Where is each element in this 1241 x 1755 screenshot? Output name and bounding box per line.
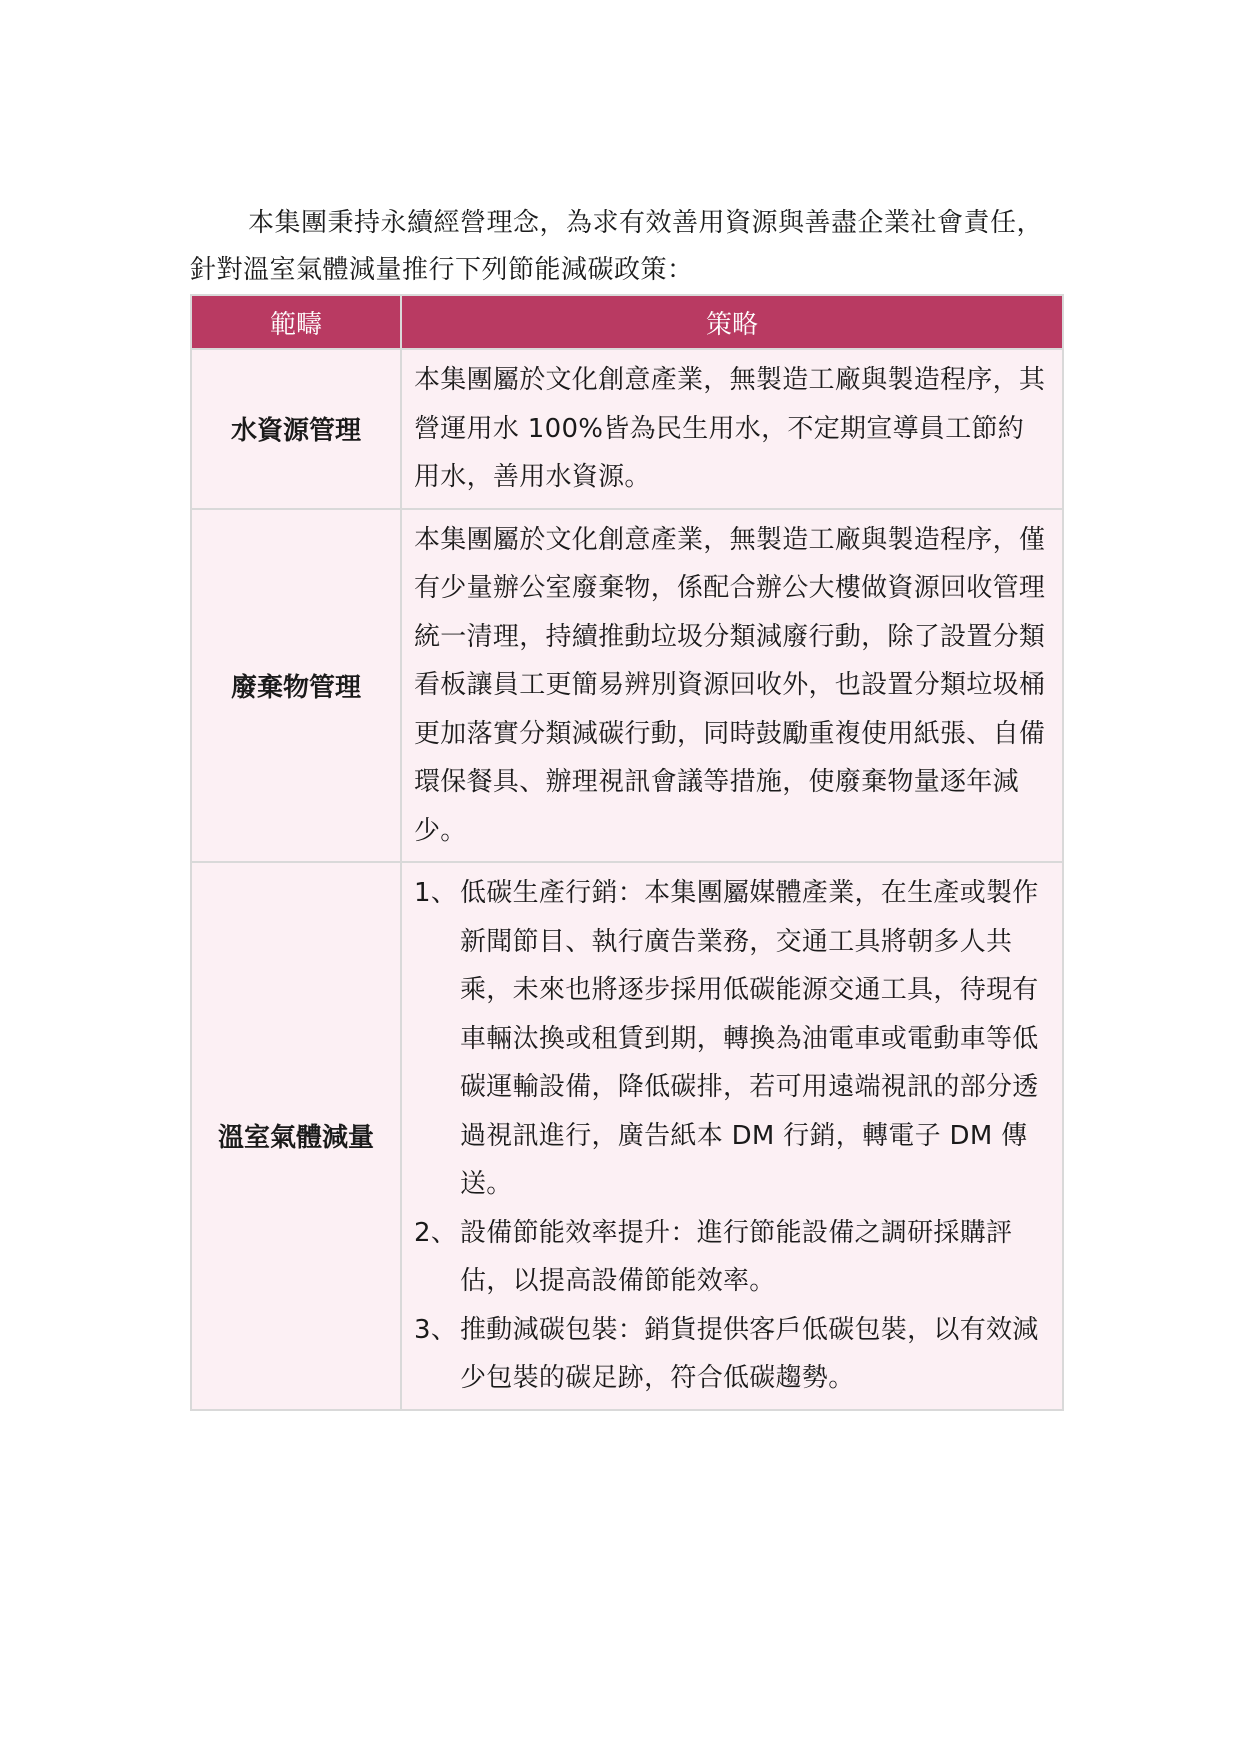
list-item — [414, 869, 1048, 1209]
strategy-cell-ghg — [401, 862, 1063, 1410]
table-row — [191, 509, 1063, 863]
list-item-number: 2、 — [414, 1217, 458, 1248]
scope-cell-waste: 廢棄物管理 — [191, 509, 401, 863]
list-item — [414, 1306, 1048, 1403]
list-item — [414, 1209, 1048, 1306]
list-item-number: 1、 — [414, 878, 458, 908]
table-header-row — [191, 295, 1063, 349]
list-item-number: 3、 — [414, 1314, 458, 1345]
table-row — [191, 862, 1063, 1410]
table-row — [191, 349, 1063, 509]
header-strategy: 策略 — [401, 295, 1063, 349]
strategy-cell-water: 本集團屬於文化創意產業，無製造工廠與製造程序，其營運用水 100%皆為民生用水，不定期宣導員工節約用水，善用水資源。 — [401, 349, 1063, 509]
scope-cell-ghg: 溫室氣體減量 — [191, 862, 401, 1410]
header-scope: 範疇 — [191, 295, 401, 349]
strategy-cell-waste: 本集團屬於文化創意產業，無製造工廠與製造程序，僅有少量辦公室廢棄物，係配合辦公大樓做資源回收管理統一清理，持續推動垃圾分類減廢行動，除了設置分類看板讓員工更簡易辨別資源回收外，也設置分類垃圾桶更加落實分類減碳行動，同時鼓勵重複使用紙張、自備環保餐具、辦理視訊會議等措施，使廢棄物量逐年減少。 — [401, 509, 1063, 863]
list-item-text: 低碳生產行銷：本集團屬媒體產業，在生產或製作新聞節目、執行廣告業務，交通工具將朝多人共乘，未來也將逐步採用低碳能源交通工具，待現有車輛汰換或租賃到期，轉換為油電車或電動車等低碳運輸設備，降低碳排，若可用遠端視訊的部分透過視訊進行，廣告紙本 DM 行銷，轉電子 DM 傳送。 — [460, 878, 1039, 1199]
intro-paragraph — [190, 200, 1050, 294]
intro-text: 本集團秉持永續經營理念，為求有效善用資源與善盡企業社會責任，針對溫室氣體減量推行下列節能減碳政策： — [190, 208, 1044, 285]
energy-policy-table — [190, 294, 1064, 1411]
list-item-text: 設備節能效率提升：進行節能設備之調研採購評估，以提高設備節能效率。 — [460, 1217, 1013, 1296]
scope-cell-water: 水資源管理 — [191, 349, 401, 509]
list-item-text: 推動減碳包裝：銷貨提供客戶低碳包裝，以有效減少包裝的碳足跡，符合低碳趨勢。 — [460, 1314, 1039, 1393]
